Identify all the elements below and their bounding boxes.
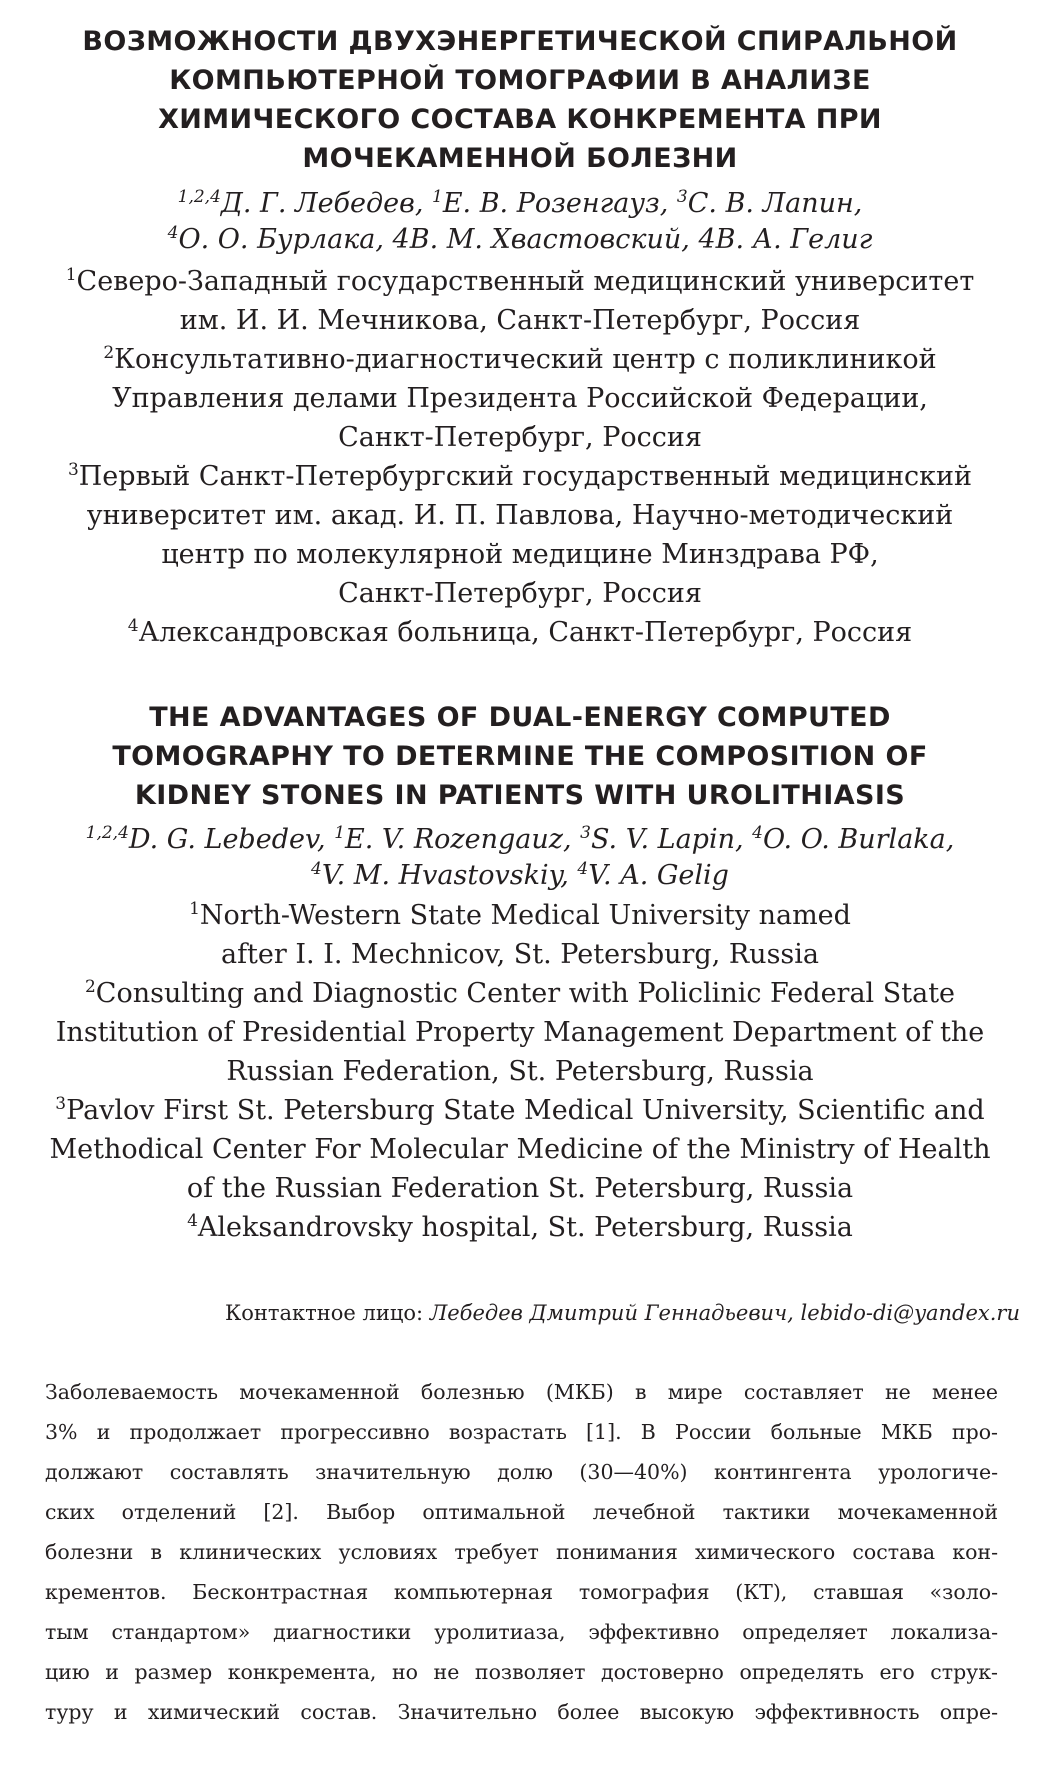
author-name: V. A. Gelig [588,860,729,891]
affil-sup: 4 [167,223,179,243]
en-authors [20,822,1020,894]
affil-line: Консультативно-диагностический центр с поликлиникой [114,344,937,375]
affil-line: центр по молекулярной медицине Минздрава РФ, [161,539,879,570]
body-line: крементов. Бесконтрастная компьютерная томография (КТ), ставшая «золо- [45,1580,998,1604]
affil-line: Первый Санкт-Петербургский государственный медицинский [78,461,973,492]
author-name: O. O. Burlaka, [762,824,955,855]
affil-line: after I. I. Mechnicov, St. Petersburg, Russia [220,939,820,970]
affil-sup: 2 [84,977,96,997]
affil-sup: 4 [577,859,589,879]
affil-sup: 4 [187,1211,198,1231]
en-affiliation-2 [20,974,1020,1091]
en-title [20,698,1020,815]
body-line: 3% и продолжает прогрессивно возрастать [1]. В России больные МКБ про- [45,1420,998,1444]
contact-label: Контактное лицо: [224,1301,430,1325]
affil-sup: 1 [432,187,443,207]
affil-line: North-Western State Medical University named [199,900,851,931]
affil-line: Pavlov First St. Petersburg State Medical University, Scientific and [66,1095,985,1126]
ru-title-line: ХИМИЧЕСКОГО СОСТАВА КОНКРЕМЕНТА ПРИ [158,104,882,135]
en-affiliations [20,896,1020,1247]
ru-authors-line [20,222,1020,258]
affil-line: Russian Federation, St. Petersburg, Russia [226,1056,814,1087]
body-line: туру и химический состав. Значительно более высокую эффективность опре- [45,1700,998,1724]
body-line: тым стандартом» диагностики уролитиаза, эффективно определяет локализа- [45,1620,998,1644]
affil-line: of the Russian Federation St. Petersburg, Russia [186,1173,854,1204]
en-title-line: KIDNEY STONES IN PATIENTS WITH UROLITHIASIS [134,780,906,811]
contact-person [20,1298,1020,1328]
contact-name-email: Лебедев Дмитрий Геннадьевич, lebido-di@yandex.ru [429,1301,1020,1325]
en-title-line: TOMOGRAPHY TO DETERMINE THE COMPOSITION OF [112,741,928,772]
affil-sup: 4 [752,823,763,843]
affil-sup: 4 [311,859,322,879]
affil-sup: 1,2,4 [177,187,221,207]
en-authors-line [20,858,1020,894]
ru-title [20,22,1020,178]
author-name: E. V. Rozengauz, [345,824,581,855]
en-affiliation-4 [20,1208,1020,1247]
affil-line: Consulting and Diagnostic Center with Policlinic Federal State [95,978,956,1009]
affil-line: Северо-Западный государственный медицинский университет [76,266,975,297]
author-name: Е. В. Розенгауз, [442,188,677,219]
affil-sup: 1 [334,823,346,843]
author-name: V. M. Hvastovskiy, [321,860,578,891]
ru-affiliations [20,262,1020,652]
author-name: S. V. Lapin, [591,824,753,855]
en-affiliation-3 [20,1091,1020,1208]
affil-sup: 3 [67,460,79,480]
ru-affiliation-3 [20,457,1020,613]
affil-sup: 1 [65,265,77,285]
affil-line: Санкт-Петербург, Россия [338,578,702,609]
body-line: цию и размер конкремента, но не позволяет достоверно определять его струк- [45,1660,998,1684]
affil-sup: 3 [580,823,591,843]
affil-line: Methodical Center For Molecular Medicine of the Ministry of Health [49,1134,991,1165]
affil-sup: 3 [55,1094,67,1114]
affil-line: Александровская больница, Санкт-Петербург, Россия [138,617,913,648]
affil-line: Institution of Presidential Property Management Department of the [55,1017,985,1048]
body-line: болезни в клинических условиях требует понимания химического состава кон- [45,1540,998,1564]
body-line: должают составлять значительную долю (30—40%) контингента урологиче- [45,1460,998,1484]
ru-title-line: ВОЗМОЖНОСТИ ДВУХЭНЕРГЕТИЧЕСКОЙ СПИРАЛЬНОЙ [82,26,958,57]
affil-sup: 1,2,4 [85,823,129,843]
ru-affiliation-1 [20,262,1020,340]
author-name: О. О. Бурлака, 4В. М. Хвастовский, 4В. А. Гелиг [178,224,873,255]
affil-line: Aleksandrovsky hospital, St. Petersburg, Russia [197,1212,853,1243]
ru-authors [20,186,1020,258]
author-name: С. В. Лапин, [687,188,863,219]
body-line: Заболеваемость мочекаменной болезнью (МКБ) в мире составляет не менее [45,1380,998,1404]
ru-affiliation-4 [20,613,1020,652]
ru-authors-line [20,186,1020,222]
ru-affiliation-2 [20,340,1020,457]
affil-line: им. И. И. Мечникова, Санкт-Петербург, Россия [179,305,861,336]
author-name: Д. Г. Лебедев, [220,188,432,219]
ru-title-line: МОЧЕКАМЕННОЙ БОЛЕЗНИ [302,143,738,174]
en-affiliation-1 [20,896,1020,974]
affil-sup: 1 [189,899,200,919]
body-paragraph [45,1372,998,1732]
body-line: ских отделений [2]. Выбор оптимальной лечебной тактики мочекаменной [45,1500,998,1524]
affil-line: Санкт-Петербург, Россия [338,422,702,453]
affil-line: университет им. акад. И. П. Павлова, Научно-методический [86,500,954,531]
ru-title-line: КОМПЬЮТЕРНОЙ ТОМОГРАФИИ В АНАЛИЗЕ [169,65,871,96]
affil-sup: 2 [103,343,115,363]
affil-sup: 3 [676,187,688,207]
affil-line: Управления делами Президента Российской Федерации, [112,383,928,414]
en-authors-line [20,822,1020,858]
affil-sup: 4 [127,616,139,636]
author-name: D. G. Lebedev, [128,824,335,855]
en-title-line: THE ADVANTAGES OF DUAL-ENERGY COMPUTED [149,702,891,733]
